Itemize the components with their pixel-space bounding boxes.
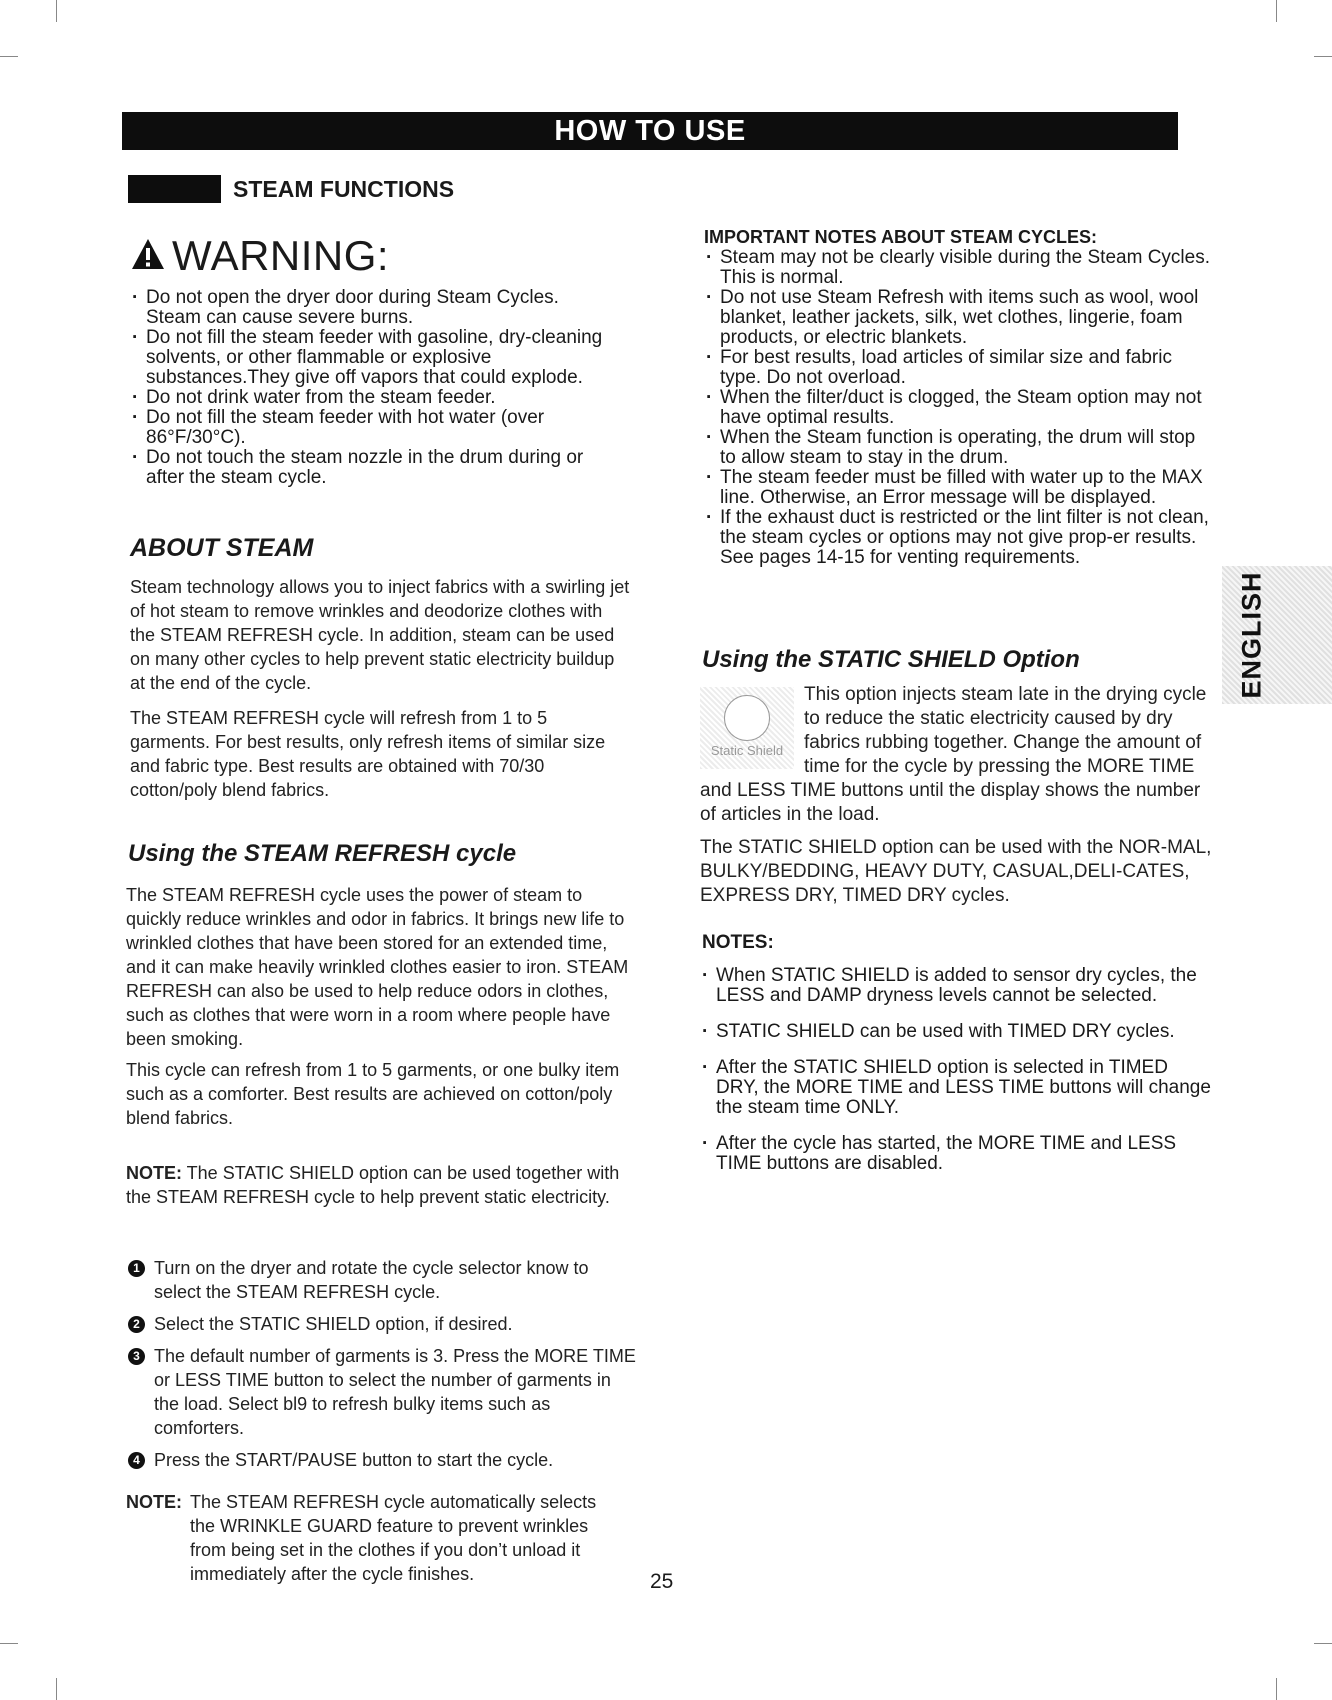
list-item: · Do not open the dryer door during Steam Cycles. Steam can cause severe burns. (130, 288, 610, 328)
step-item (126, 1256, 636, 1304)
warning-list (130, 288, 610, 488)
warning-title: WARNING: (172, 232, 390, 279)
crop-mark (1314, 1643, 1332, 1644)
static-shield-image-label: Static Shield (710, 743, 784, 758)
page-banner: HOW TO USE (122, 112, 1178, 150)
steam-refresh-paragraph: The STEAM REFRESH cycle uses the power of steam to quickly reduce wrinkles and odor in fabrics. It brings new life to wrinkled clothes that have been stored for an extended time, and it can make heavily wrinkled clothes easier to iron. STEAM REFRESH can also be used to help reduce odors in clothes, such as clothes that were worn in a room where people have been smoking. (126, 885, 629, 1049)
crop-mark (0, 1643, 18, 1644)
important-notes-list (704, 248, 1214, 568)
language-tab-label: ENGLISH (1236, 571, 1267, 699)
steam-refresh-heading: Using the STEAM REFRESH cycle (128, 840, 517, 867)
crop-mark (56, 0, 57, 22)
step-number: 2 (128, 1316, 145, 1333)
static-shield-notes-list (700, 966, 1215, 1190)
section-heading (128, 175, 454, 203)
static-shield-paragraph: This option injects steam late in the drying cycle to reduce the static electricity caused by dry fabrics rubbing together. Change the amount of time for the cycle by pressing the MORE TIME and LESS TIME buttons until the display shows the number of articles in the load. (700, 684, 1207, 825)
list-item: · When the filter/duct is clogged, the Steam option may not have optimal results. (704, 388, 1214, 428)
list-item: · The steam feeder must be filled with water up to the MAX line. Otherwise, an Error message will be displayed. (704, 468, 1214, 508)
notes-heading: NOTES: (702, 932, 774, 953)
steam-refresh-note (126, 1161, 636, 1209)
crop-mark (1276, 1678, 1277, 1700)
crop-mark (1314, 56, 1332, 57)
static-shield-cycles-paragraph: The STATIC SHIELD option can be used with the NOR-MAL, BULKY/BEDDING, HEAVY DUTY, CASUAL,DELI-CATES, EXPRESS DRY, TIMED DRY cycles. (700, 837, 1212, 906)
wrinkle-guard-note (126, 1490, 626, 1586)
list-item: · Do not touch the steam nozzle in the drum during or after the steam cycle. (130, 448, 610, 488)
step-number: 3 (128, 1348, 145, 1365)
step-item (126, 1312, 636, 1336)
important-notes-heading: IMPORTANT NOTES ABOUT STEAM CYCLES: (704, 227, 1097, 247)
steam-refresh-steps (126, 1256, 636, 1480)
about-steam-paragraph: Steam technology allows you to inject fabrics with a swirling jet of hot steam to remove wrinkles and deodorize clothes with the STEAM REFRESH cycle. In addition, steam can be used on many other cycles to help prevent static electricity buildup at the end of the cycle. (130, 577, 630, 693)
list-item: · After the cycle has started, the MORE TIME and LESS TIME buttons are disabled. (700, 1134, 1215, 1174)
step-text: Turn on the dryer and rotate the cycle selector know to select the STEAM REFRESH cycle. (154, 1258, 589, 1302)
list-item: · When the Steam function is operating, the drum will stop to allow steam to stay in the drum. (704, 428, 1214, 468)
note-text: The STATIC SHIELD option can be used together with the STEAM REFRESH cycle to help prevent static electricity. (126, 1163, 620, 1207)
warning-heading (130, 232, 389, 280)
static-shield-button-image (700, 687, 794, 769)
list-item: · Do not drink water from the steam feeder. (130, 388, 610, 408)
step-item (126, 1448, 636, 1472)
list-item: · If the exhaust duct is restricted or the lint filter is not clean, the steam cycles or options may not give prop-er results. See pages 14-15 for venting requirements. (704, 508, 1214, 568)
list-item: · For best results, load articles of similar size and fabric type. Do not overload. (704, 348, 1214, 388)
about-steam-paragraph: The STEAM REFRESH cycle will refresh from 1 to 5 garments. For best results, only refresh items of similar size and fabric type. Best results are obtained with 70/30 cotton/poly blend fabrics. (130, 708, 606, 800)
list-item: · When STATIC SHIELD is added to sensor dry cycles, the LESS and DAMP dryness levels cannot be selected. (700, 966, 1215, 1006)
step-number: 1 (128, 1260, 145, 1277)
list-item: · Do not fill the steam feeder with gasoline, dry-cleaning solvents, or other flammable or explosive substances.They give off vapors that could explode. (130, 328, 610, 388)
step-item (126, 1344, 636, 1440)
section-title: STEAM FUNCTIONS (233, 175, 455, 202)
list-item: · STATIC SHIELD can be used with TIMED DRY cycles. (700, 1022, 1215, 1042)
note-label: NOTE: (126, 1492, 182, 1512)
crop-mark (56, 1678, 57, 1700)
warning-triangle-icon (130, 237, 166, 276)
static-shield-heading: Using the STATIC SHIELD Option (702, 646, 1080, 673)
list-item: · After the STATIC SHIELD option is selected in TIMED DRY, the MORE TIME and LESS TIME buttons will change the steam time ONLY. (700, 1058, 1215, 1118)
static-shield-intro (700, 683, 1215, 827)
static-shield-button-icon (724, 695, 770, 741)
list-item: · Steam may not be clearly visible during the Steam Cycles. This is normal. (704, 248, 1214, 288)
note-label: NOTE: (126, 1163, 182, 1183)
crop-mark (0, 56, 18, 57)
list-item: · Do not use Steam Refresh with items such as wool, wool blanket, leather jackets, silk, wet clothes, lingerie, foam products, or electric blankets. (704, 288, 1214, 348)
step-text: Press the START/PAUSE button to start the cycle. (154, 1450, 554, 1470)
language-tab (1222, 566, 1332, 704)
list-item: · Do not fill the steam feeder with hot water (over 86°F/30°C). (130, 408, 610, 448)
section-marker (128, 175, 221, 203)
page-number: 25 (650, 1570, 674, 1593)
about-steam-heading: ABOUT STEAM (130, 534, 314, 562)
crop-mark (1276, 0, 1277, 22)
note-text: The STEAM REFRESH cycle automatically selects the WRINKLE GUARD feature to prevent wrinkles from being set in the clothes if you don’t unload it immediately after the cycle finishes. (190, 1492, 597, 1584)
step-text: Select the STATIC SHIELD option, if desired. (154, 1314, 513, 1334)
steam-refresh-paragraph: This cycle can refresh from 1 to 5 garments, or one bulky item such as a comforter. Best results are achieved on cotton/poly blend fabrics. (126, 1060, 620, 1128)
step-number: 4 (128, 1452, 145, 1469)
step-text: The default number of garments is 3. Press the MORE TIME or LESS TIME button to select the number of garments in the load. Select bl9 to refresh bulky items such as comforters. (154, 1346, 636, 1438)
